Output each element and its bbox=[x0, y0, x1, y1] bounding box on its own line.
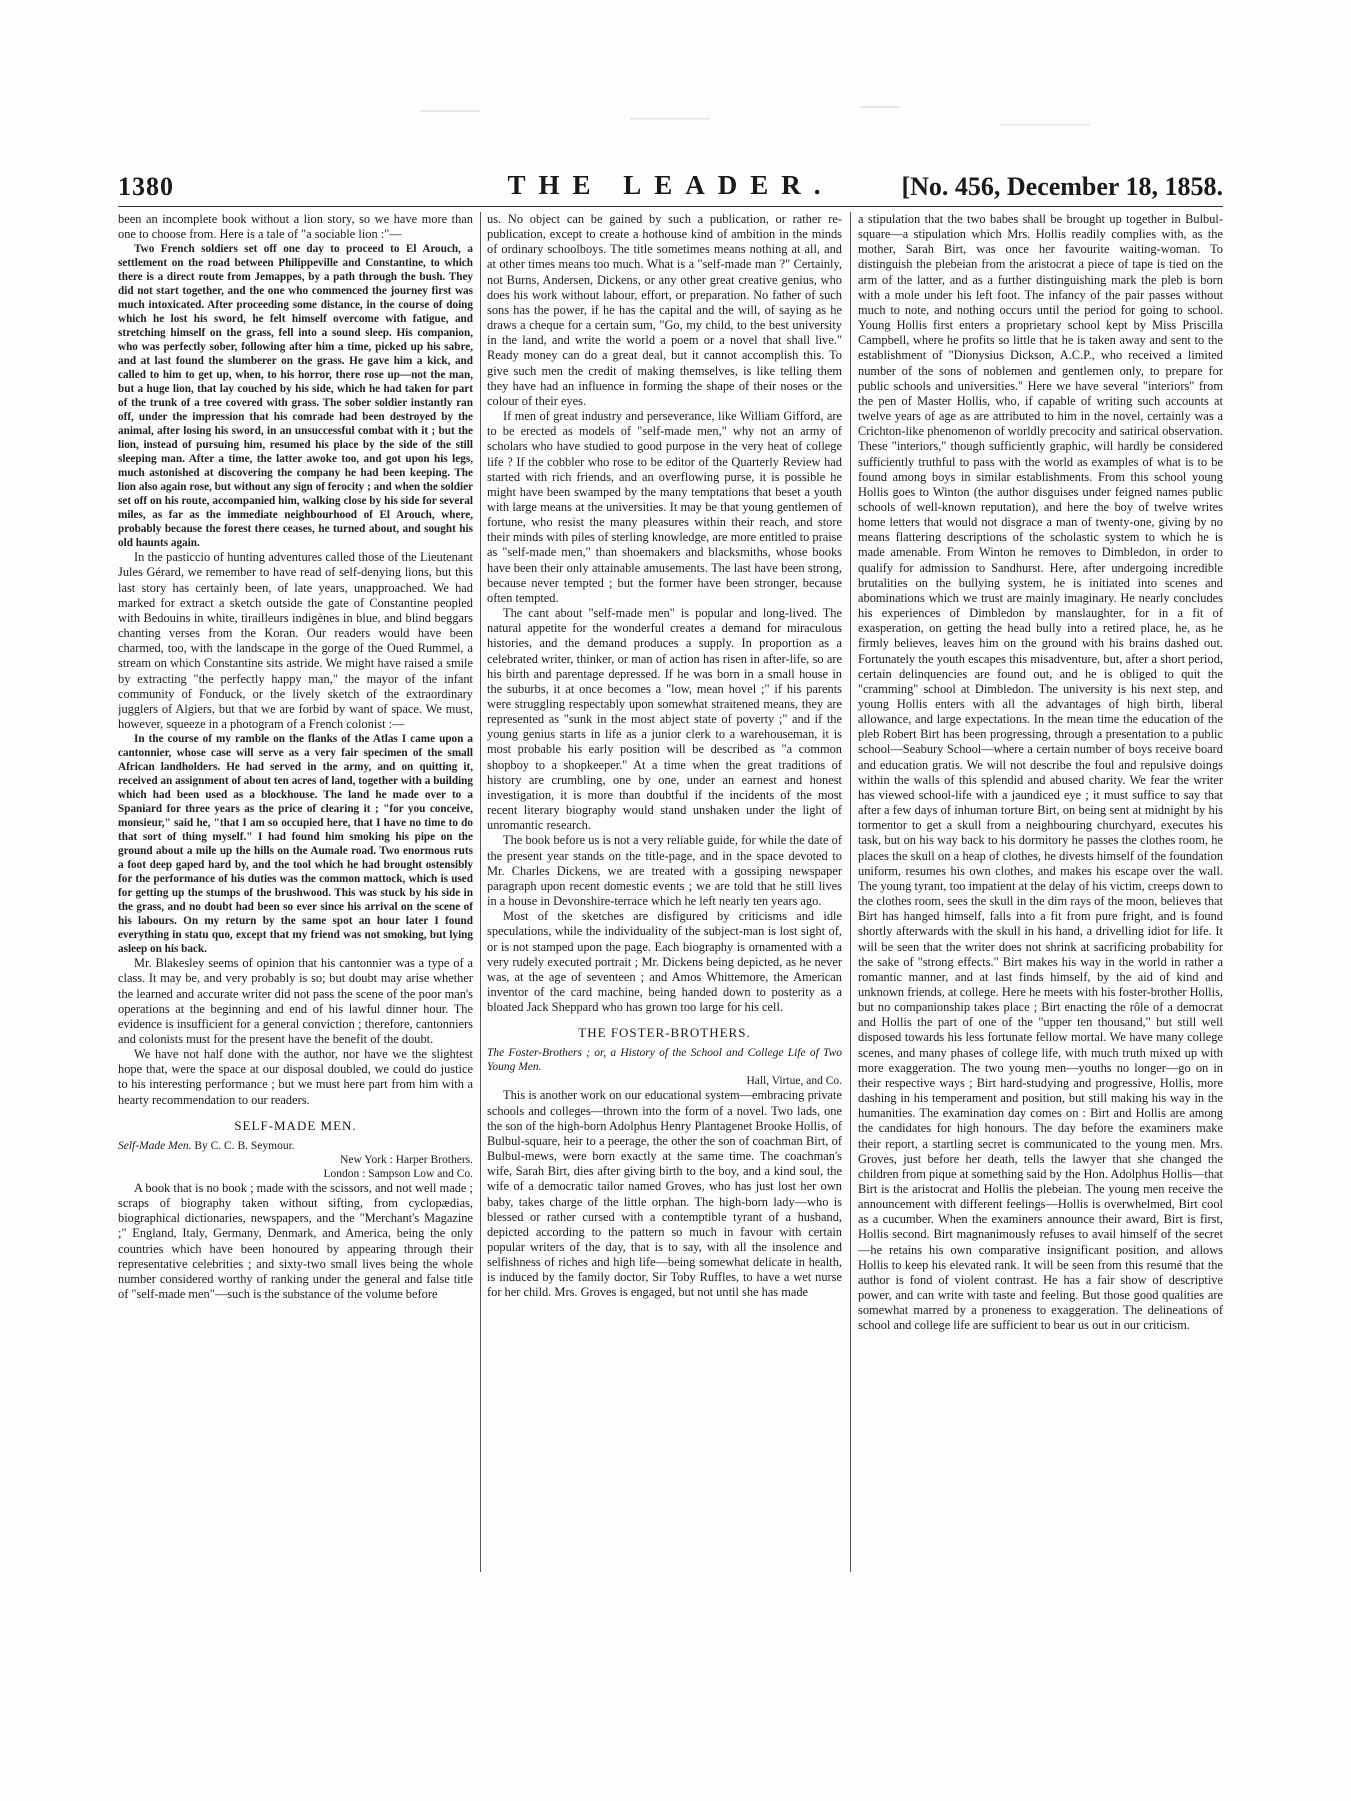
paragraph: A book that is no book ; made with the scissors, and not well made ; scraps of biography taken without sifting, from cyclopædias, biographical dictionaries, newspapers, and the "Merchant's Magazine ;" England, Italy, Germany, Denmark, and America, being the only countries which have been honoured by appearing through their representative celebrities ; and sixty-two small lives being the whole number considered worthy of ranking under the general and false title of "self-made men"—such is the substance of the volume before bbox=[118, 1180, 473, 1301]
paragraph: The cant about "self-made men" is popular and long-lived. The natural appetite for the wonderful creates a demand for miraculous histories, and the demand produces a supply. In proportion as a celebrated writer, thinker, or man of action has risen in after-life, so are his birth and parentage depressed. If he was born in a small house in the suburbs, it at once becomes a "low, mean hovel ;" if his parents were struggling respectably upon somewhat straitened means, they are represented as "sunk in the most abject state of poverty ;" and if the young genius starts in life as a junior clerk to a warehouseman, it is most probable his early position will be described as "a common shopboy to a shopkeeper." At a time when the great traditions of history are crumbling, one by one, under an earnest and honest investigation, it is more than doubtful if the incidents of the most recent literary biography would stand unshaken under the light of unromantic research. bbox=[487, 606, 842, 833]
book-subtitle: The Foster-Brothers ; or, a History of the School and College Life of Two Young Men. bbox=[487, 1047, 842, 1074]
paragraph: been an incomplete book without a lion story, so we have more than one to choose from. Here is a tale of "a sociable lion :"— bbox=[118, 212, 473, 242]
book-title: Self-Made Men. bbox=[118, 1139, 192, 1152]
column-divider bbox=[850, 212, 851, 1572]
section-title: SELF-MADE MEN. bbox=[234, 1117, 357, 1133]
paragraph: The book before us is not a very reliable guide, for while the date of the present year stands on the title-page, and in the space devoted to Mr. Charles Dickens, we are treated with a gossiping newspaper paragraph upon recent domestic events ; we are told that he still lives in a house in Devonshire-terrace which he left nearly ten years ago. bbox=[487, 833, 842, 909]
paragraph: Mr. Blakesley seems of opinion that his cantonnier was a type of a class. It may be, and very probably is so; but doubt may arise whether the learned and accurate writer did not pass the scene of the poor man's operations at the beginning and end of his lawful dinner hour. The evidence is insufficient for a general conviction ; therefore, cantonniers and colonists must for the present have the benefit of the doubt. bbox=[118, 956, 473, 1046]
section-title: THE FOSTER-BROTHERS. bbox=[578, 1025, 751, 1041]
paragraph: This is another work on our educational system—embracing private schools and colleges—thrown into the form of a novel. Two lads, one the son of the high-born Adolphus Henry Plantagenet Brooke Hollis, of Bulbul-square, heir to a peerage, the other the son of coachman Birt, of Bulbul-mews, were born exactly at the same time. The coachman's wife, Sarah Birt, dies after giving birth to the boy, and a kind soul, the wife of a democratic tailor named Groves, who has just lost her own baby, takes charge of the little orphan. The high-born lady—who is blessed or rather cursed with a contemptible tyrant of a husband, depicted according to the pattern so much in favour with certain popular writers of the day, that is to say, with all the insolence and selfishness of riches and high life—being somewhat delicate in health, is induced by the family doctor, Sir Toby Ruffles, to have a wet nurse for her child. Mrs. Groves is engaged, but not until she has made bbox=[487, 1088, 842, 1300]
paragraph: In the pasticcio of hunting adventures called those of the Lieutenant Jules Gérard, we remember to have read of self-denying lions, but this last story has certainly been, of late years, unapproached. We had marked for extract a sketch outside the gate of Constantine peopled with Bedouins in white, tirailleurs indigènes in blue, and blind beggars chanting verses from the Koran. Our readers would have been charmed, too, with the landscape in the gorge of the Oued Rummel, a stream on which Constantine sits astride. We might have raised a smile by extracting "the perfectly happy man," the mayor of the infant community of Fonduck, or the lively sketch of the extraordinary jugglers of Algiers, but that we are forbid by want of space. We must, however, squeeze in a photogram of a French colonist :— bbox=[118, 550, 473, 732]
publisher-line: London : Sampson Low and Co. bbox=[323, 1167, 473, 1180]
publisher-line: Hall, Virtue, and Co. bbox=[746, 1075, 842, 1088]
paragraph: We have not half done with the author, nor have we the slightest hope that, were the space at our disposal doubled, we could do justice to his interesting performance ; but we must here part from him with a hearty recommendation to our readers. bbox=[118, 1047, 473, 1107]
paragraph: a stipulation that the two babes shall be brought up together in Bulbul-square—a stipulation which Mrs. Hollis readily complies with, as the mother, Sarah Birt, was once her favourite waiting-woman. To distinguish the plebeian from the aristocrat a piece of tape is tied on the arm of the latter, and as a further distinguishing mark the pleb is born with a mole under his left foot. The infancy of the pair passes without much to note, and nothing occurs until the period for going to school. Young Hollis first enters a proprietary school kept by Miss Priscilla Campbell, where he profits so little that he is taken away and sent to the establishment of "Dionysius Dickson, A.C.P., who received a limited number of the sons of noblemen and gentlemen only, to prepare for public schools and universities." Here we have several "interiors" from the pen of Master Hollis, who, if capable of writing such accounts at twelve years of age as are attributed to him in the novel, certainly was a Crichton-like phenomenon of worldly precocity and satirical observation. These "interiors," though sufficiently graphic, will hardly be considered sufficiently truthful to pass with the world as examples of what is to be found among boys in similar establishments. From this school young Hollis goes to Winton (the author disguises under feigned names public schools of well-known reputation), and here the boy of twelve writes home letters that would not disgrace a man of twenty-one, giving by no means flattering descriptions of the scholastic system to which he is made amenable. From Winton he removes to Dimbledon, in order to qualify for admission to Sandhurst. Here, after undergoing incredible brutalities on the bullying system, he is initiated into scenes and abominations which we trust are mainly imaginary. He nearly concludes his experiences of Dimbledon by manslaughter, for in a fit of exasperation, on getting the head bully into a retired place, he, as he firmly believes, leaves him on the ground with his brains dashed out. Fortunately the youth escapes this misadventure, but, after a short period, certain delinquencies are found out, and he is obliged to quit the "cramming" school at Dimbledon. The university is his next step, and young Hollis enters with all the advantages of high birth, liberal allowance, and large expectations. In the mean time the education of the pleb Robert Birt has been progressing, through a presentation to a public school—Seabury School—where a certain number of boys receive board and education gratis. We will not describe the foul and repulsive doings within the walls of this splendid and abused charity. We fear the writer has viewed school-life with a jaundiced eye ; it must suffice to say that after a few days of inhuman torture Birt, on being sent at midnight by his tormentor to get a skull from a neighbouring churchyard, executes his task, but on his way back to his dormitory he passes the clothes room, he places the skull on a heap of clothes, he divests himself of the foundation uniform, resumes his own clothes, and makes his escape over the wall. The young tyrant, too impatient at the delay of his victim, creeps down to the clothes room, sees the skull in the dim rays of the moon, believes that Birt has hanged himself, falls into a fit from pure fright, and is found shortly afterwards with the skull in his hand, a drivelling idiot for life. It will be seen that the writer does not shrink at sacrificing probability for the sake of "strong effects." Birt makes his way in the world in rather a romantic manner, and at last finds himself, by the aid of kind and unknown friends, at college. Here he meets with his foster-brother Hollis, but no companionship takes place ; Birt enacting the rôle of a democrat and Hollis the part of one of the "upper ten thousand," but still well disposed towards his less fortunate fellow mortal. We have many college scenes, and many phases of college life, with much truth mixed up with more exaggeration. The two young men—youths no longer—go on in their respective ways ; Birt hard-studying and progressive, Hollis, more dashing in his temperament and position, but still making his way in the humanities. The examination day comes on : Birt and Hollis are among the candidates for high honours. The day before the examiners make their report, a startling secret is communicated to the young men. Mrs. Groves, just before her death, tells the lawyer that she changed the children from pique at something said by the Hon. Adolphus Hollis—that Birt is the aristocrat and Hollis the plebeian. The young men receive the announcement with different feelings—Hollis is overwhelmed, Birt cool as a cucumber. When the examiners announce their award, Birt is first, Hollis second. Birt magnanimously refuses to avail himself of the secret—he retains his own comparative insignificant position, and allows Hollis to keep his elevated rank. It will be seen from this resumé that the author is fond of violent contrast. He has a fair show of descriptive power, and can write with taste and feeling. But those good qualities are somewhat marred by a proneness to exaggeration. The delineations of school and college life are sufficient to bear us out in our criticism. bbox=[858, 212, 1223, 1333]
column-3 bbox=[858, 212, 1223, 1582]
book-author: By C. C. B. Seymour. bbox=[191, 1139, 295, 1152]
column-2 bbox=[487, 212, 842, 1582]
scan-noise bbox=[300, 100, 1100, 140]
column-1 bbox=[118, 212, 473, 1582]
review-byline bbox=[118, 1139, 473, 1153]
quoted-extract: In the course of my ramble on the flanks of the Atlas I came upon a cantonnier, whose case will serve as a very fair specimen of the small African landholders. He had served in the army, and on quitting it, received an assignment of about ten acres of land, together with a building which had been used as a blockhouse. The land he made over to a Spaniard for three years as the price of clearing it ; "for you conceive, monsieur," said he, "that I am so occupied here, that I have no time to do that sort of thing myself." I had found him smoking his pipe on the ground about a mile up the hills on the Aumale road. Two enormous ruts a foot deep gaped hard by, and the tool which he had brought ostensibly for the performance of his duties was the common mattock, which is used for getting up the stumps of the brushwood. This was stuck by his side in the grass, and no doubt had been so ever since his arrival on the scene of his labours. On my return by the same spot an hour later I found everything in statu quo, except that my friend was not smoking, but lying asleep on his back. bbox=[118, 733, 473, 956]
page-header bbox=[118, 170, 1223, 207]
paragraph: If men of great industry and perseverance, like William Gifford, are to be erected as models of "self-made men," why not an army of scholars who have studied to good purpose in the very heat of college life ? If the cobbler who rose to be editor of the Quarterly Review had started with rich friends, and an overflowing purse, it is possible he might have been swamped by the many temptations that beset a youth with large means at the universities. It may be that young gentlemen of fortune, who resist the many pleasures within their reach, and store their minds with piles of sterling knowledge, are more entitled to praise as "self-made men," than shoemakers and blacksmiths, whose books have been their only attainable amusements. The last have been strong, because never tempted ; but the former have been stronger, because often tempted. bbox=[487, 409, 842, 605]
column-divider bbox=[480, 212, 481, 1572]
newspaper-title: THE LEADER. bbox=[507, 170, 834, 200]
page-number: 1380 bbox=[118, 172, 174, 201]
publisher-line: New York : Harper Brothers. bbox=[340, 1153, 473, 1166]
paragraph: Most of the sketches are disfigured by criticisms and idle speculations, while the individuality of the subject-man is lost sight of, or is not stamped upon the page. Each biography is ornamented with a very rudely executed portrait ; Mr. Dickens being depicted, as he never was, at the age of seventeen ; and Amos Whittemore, the American inventor of the card machine, being handed down to posterity as a bloated Jack Sheppard who has grown too large for his cell. bbox=[487, 909, 842, 1015]
paragraph: us. No object can be gained by such a publication, or rather re-publication, except to create a hothouse kind of ambition in the minds of ordinary schoolboys. The title sometimes means nothing at all, and at other times means too much. What is a "self-made man ?" Certainly, not Burns, Andersen, Dickens, or any other great creative genius, who does his work without labour, effort, or preparation. No father of such sons has the power, if he has the capital and the will, of saying as he draws a cheque for a certain sum, "Go, my child, to the best university in the land, and write the world a poem or a novel that shall live." Ready money can do a great deal, but it cannot accomplish this. To give such men the credit of making themselves, is like telling them they have had an influence in forming the shape of their noses or the colour of their eyes. bbox=[487, 212, 842, 408]
issue-info: [No. 456, December 18, 1858. bbox=[901, 172, 1223, 201]
quoted-extract: Two French soldiers set off one day to proceed to El Arouch, a settlement on the road between Philippeville and Constantine, to which there is a direct route from Jemappes, by a path through the bush. They did not start together, and the one who commenced the journey first was much intoxicated. After proceeding some distance, in the course of doing which he lost his sword, he felt himself overcome with fatigue, and stretching himself on the grass, fell into a sound sleep. His companion, who was perfectly sober, following after him a time, picked up his sabre, and at last found the slumberer on the grass. He gave him a kick, and called to him to get up, when, to his horror, there rose up—not the man, but a huge lion, that lay couched by his side, which he had taken for part of the trunk of a tree covered with grass. The sober soldier instantly ran off, under the impression that his comrade had been destroyed by the animal, after losing his sword, in an unsuccessful combat with it ; but the lion, instead of pursuing him, resumed his place by the side of the still sleeping man. After a time, the latter awoke too, and got upon his legs, much astonished at discovering the company he had been keeping. The lion also again rose, but without any sign of ferocity ; and when the soldier set off on his route, accompanied him, walking close by his side for several miles, as far as the immediate neighbourhood of El Arouch, where, probably because the forest there ceases, he turned about, and sought his old haunts again. bbox=[118, 243, 473, 550]
